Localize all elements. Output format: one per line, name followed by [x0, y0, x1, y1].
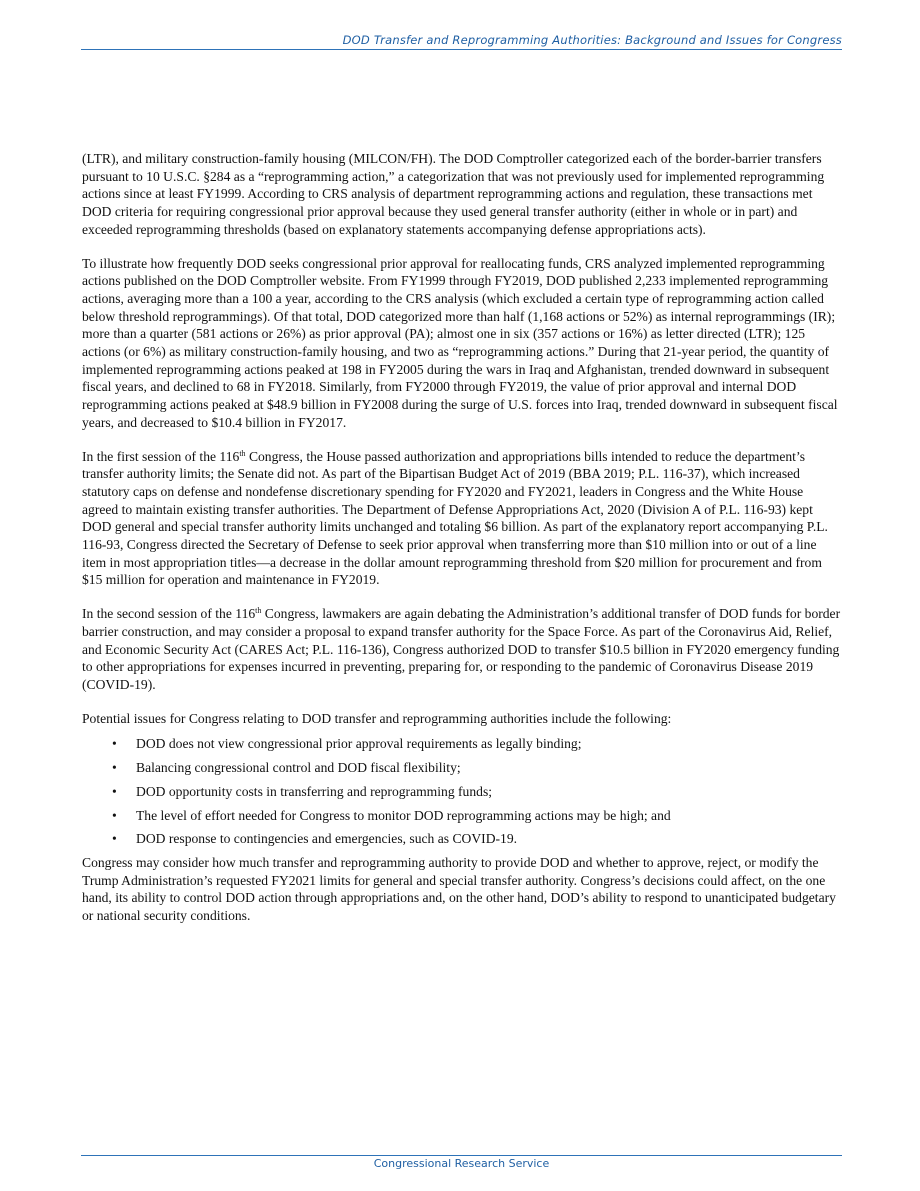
bullet-icon: • [112, 783, 117, 799]
paragraph-reprogramming-analysis: To illustrate how frequently DOD seeks congressional prior approval for reallocating funds, CRS analyzed implemented reprogramming actions published on the DOD Comptroller website. From FY1999 through FY2019, DOD published 2,233 implemented reprogramming actions, averaging more than a 100 a year, according to the CRS analysis (which excluded a certain type of reprogramming action called below threshold reprogrammings). Of that total, DOD categorized more than half (1,168 actions or 52%) as internal reprogrammings (IR); more than a quarter (581 actions or 26%) as prior approval (PA); almost one in six (357 actions or 16%) as letter directed (LTR); 125 actions (or 6%) as military construction-family housing, and two as “reprogramming actions.” During that 21-year period, the quantity of implemented reprogramming actions peaked at 198 in FY2005 during the wars in Iraq and Afghanistan, trended downward in subsequent fiscal years, and declined to 68 in FY2018. Similarly, from FY2000 through FY2019, the value of prior approval and internal DOD reprogramming actions peaked at $48.9 billion in FY2008 during the surge of U.S. forces into Iraq, trended downward in subsequent fiscal years, and decreased to $10.4 billion in FY2017. [82, 255, 838, 430]
paragraph-issues-intro: Potential issues for Congress relating to DOD transfer and reprogramming authorities include the following: [82, 710, 672, 726]
header-rule [81, 49, 842, 50]
first-session-text-start: In the first session of the 116 [82, 448, 240, 464]
list-item [82, 807, 842, 825]
list-item [82, 735, 842, 753]
paragraph-second-session [82, 605, 842, 694]
second-session-text-start: In the second session of the 116 [82, 606, 256, 622]
list-item-text: DOD response to contingencies and emergencies, such as COVID-19. [136, 831, 518, 847]
bullet-icon: • [112, 831, 117, 847]
second-session-text-rest: Congress, lawmakers are again debating the Administration’s additional transfer of DOD funds for border barrier construction, and may consider a proposal to expand transfer authority for the Space Force. As part of the Coronavirus Aid, Relief, and Economic Security Act (CARES Act; P.L. 116-136), Congress authorized DOD to transfer $10.5 billion in FY2020 emergency funding to other appropriations for expenses incurred in preventing, preparing for, or responding to the pandemic of Coronavirus Disease 2019 (COVID-19). [82, 606, 841, 692]
issues-list [82, 735, 842, 848]
first-session-text-rest: Congress, the House passed authorization and appropriations bills intended to reduce the department’s transfer authority limits; the Senate did not. As part of the Bipartisan Budget Act of 2019 (BBA 2019; P.L. 116-37), which increased statutory caps on defense and nondefense discretionary spending for FY2020 and FY2021, leaders in Congress and the White House agreed to maintain existing transfer authorities. The Department of Defense Appropriations Act, 2020 (Division A of P.L. 116-93) kept DOD general and special transfer authority limits unchanged and totaling $6 billion. As part of the explanatory report accompanying P.L. 116-93, Congress directed the Secretary of Defense to seek prior approval when transferring more than $10 million into or out of a line item in most appropriation titles—a decrease in the dollar amount reprogramming threshold from $20 million for procurement and from $15 million for operation and maintenance in FY2019. [82, 448, 828, 588]
list-item-text: The level of effort needed for Congress to monitor DOD reprogramming actions may be high; and [136, 807, 671, 823]
list-item [82, 759, 842, 777]
report-body [82, 150, 842, 941]
list-item-text: Balancing congressional control and DOD fiscal flexibility; [136, 760, 461, 776]
list-item-text: DOD does not view congressional prior approval requirements as legally binding; [136, 736, 582, 752]
running-footer: Congressional Research Service [373, 1157, 550, 1170]
bullet-icon: • [112, 807, 117, 823]
ordinal-superscript: th [239, 448, 246, 458]
bullet-icon: • [112, 760, 117, 776]
paragraph-first-session [82, 448, 842, 590]
list-item-text: DOD opportunity costs in transferring and reprogramming funds; [136, 783, 493, 799]
ordinal-superscript: th [255, 606, 262, 616]
running-header: DOD Transfer and Reprogramming Authorities: Background and Issues for Congress [342, 33, 842, 47]
list-item [82, 783, 842, 801]
footer-rule [81, 1155, 842, 1156]
bullet-icon: • [112, 736, 117, 752]
paragraph-conclusion: Congress may consider how much transfer and reprogramming authority to provide DOD and whether to approve, reject, or modify the Trump Administration’s requested FY2021 limits for general and special transfer authority. Congress’s decisions could affect, on the one hand, its ability to control DOD action through appropriations and, on the other hand, DOD’s ability to respond to unanticipated budgetary or national security conditions. [82, 854, 836, 924]
list-item [82, 830, 842, 848]
paragraph-border-barrier-transfers: (LTR), and military construction-family housing (MILCON/FH). The DOD Comptroller categorized each of the border-barrier transfers pursuant to 10 U.S.C. §284 as a “reprogramming action,” a categorization that was not previously used for implemented reprogramming actions since at least FY1999. According to CRS analysis of department reprogramming actions and regulation, these transactions met DOD criteria for requiring congressional prior approval because they used general transfer authority (either in whole or in part) and exceeded reprogramming thresholds (based on explanatory statements accompanying defense appropriations acts). [82, 151, 825, 237]
